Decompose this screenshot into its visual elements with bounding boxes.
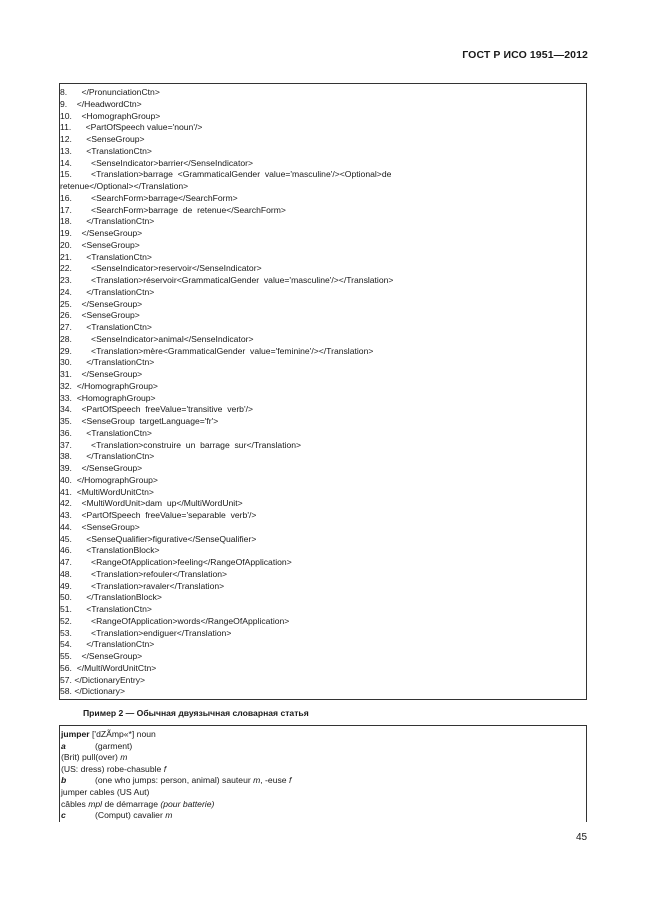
code-line: 55. </SenseGroup> [60,651,143,661]
us-text: (US: dress) robe-chasuble [61,763,164,774]
code-line: 13. <TranslationCtn> [60,145,152,156]
cables-fr: câbles [61,798,89,809]
code-line: 12. <SenseGroup> [60,134,145,144]
cables-gender: mpl [88,798,103,809]
code-line: 20. <SenseGroup> [60,239,140,250]
code-line: 44. <SenseGroup> [60,521,140,532]
cables-note: (pour batterie) [160,798,215,809]
entry-headword-line [61,729,586,741]
cables-translation-line [61,799,586,811]
code-line: 52. <RangeOfApplication>words</RangeOfApplication> [60,615,290,626]
code-line: 8. </PronunciationCtn> [60,87,160,97]
code-line: 17. <SearchForm>barrage de retenue</SearchForm> [60,204,286,215]
code-line: 36. <TranslationCtn> [60,427,152,438]
sense-b-mid: , -euse [260,775,289,786]
code-line: 33. <HomographGroup> [60,392,156,403]
code-line: 45. <SenseQualifier>figurative</SenseQualifier> [60,533,257,544]
brit-gender: m [120,752,128,763]
xml-code-box [59,83,587,700]
sense-b-fem: f [288,775,292,786]
code-line: 56. </MultiWordUnitCtn> [60,662,157,673]
code-line: 34. <PartOfSpeech freeValue='transitive verb'/> [60,404,254,415]
code-line: 26. <SenseGroup> [60,310,140,321]
code-line: 49. <Translation>ravaler</Translation> [60,580,225,591]
code-line: 14. <SenseIndicator>barrier</SenseIndicator> [60,157,253,168]
code-line: 19. </SenseGroup> [60,228,143,238]
standard-header: ГОСТ Р ИСО 1951—2012 [462,49,588,61]
sense-a-text: (garment) [95,740,133,751]
code-line: 23. <Translation>réservoir<GrammaticalGender value='masculine'/></Translation> [60,275,394,285]
code-line: 47. <RangeOfApplication>feeling</RangeOfApplication> [60,557,292,567]
sense-b-text: (one who jumps: person, animal) sauteur [95,775,254,786]
code-line: 15. <Translation>barrage <GrammaticalGender value='masculine'/><Optional>de [60,169,392,180]
code-line: 48. <Translation>refouler</Translation> [60,568,228,579]
sense-c-gender: m [165,810,173,821]
code-line: 25. </SenseGroup> [60,298,143,309]
brit-text: (Brit) pull(over) [61,752,121,763]
code-line: 31. </SenseGroup> [60,369,143,379]
code-line: 24. </TranslationCtn> [60,286,155,297]
dictionary-entry-box [59,725,587,822]
code-line: 58. </Dictionary> [60,686,125,697]
code-line: 32. </HomographGroup> [60,380,158,391]
code-line: 18. </TranslationCtn> [60,216,155,227]
code-line: 46. <TranslationBlock> [60,545,160,556]
brit-line [61,752,586,764]
code-line: 10. <HomographGroup> [60,110,161,121]
code-line: 28. <SenseIndicator>animal</SenseIndicator> [60,333,254,344]
code-line: 41. <MultiWordUnitCtn> [60,486,154,497]
example-caption: Пример 2 — Обычная двуязычная словарная статья [83,708,309,718]
sense-b-label: b [61,775,67,786]
code-line: 21. <TranslationCtn> [60,251,152,262]
sense-a-label: a [61,740,66,751]
cables-fr-rest: de démarrage [102,798,161,809]
code-line: 51. <TranslationCtn> [60,604,152,614]
sense-b-masc: m [253,775,261,786]
code-line: 39. </SenseGroup> [60,463,143,473]
code-line: 50. </TranslationBlock> [60,592,162,603]
code-line: 9. </HeadwordCtn> [60,98,142,109]
code-line: 11. <PartOfSpeech value='noun'/> [60,122,203,133]
sense-a-line [61,741,586,753]
code-line: 27. <TranslationCtn> [60,322,152,332]
cables-line: jumper cables (US Aut) [61,786,150,797]
code-line: 16. <SearchForm>barrage</SearchForm> [60,192,238,203]
code-line: 22. <SenseIndicator>reservoir</SenseIndicator> [60,263,262,274]
code-line: retenue</Optional></Translation> [60,181,189,191]
headword: jumper [61,729,90,739]
code-line: 30. </TranslationCtn> [60,357,155,368]
code-line: 53. <Translation>endiguer</Translation> [60,627,232,638]
code-line: 54. </TranslationCtn> [60,639,155,650]
sense-c-line [61,810,586,822]
code-line: 40. </HomographGroup> [60,474,158,485]
page-number: 45 [576,832,588,843]
code-line: 38. </TranslationCtn> [60,451,155,462]
code-line: 42. <MultiWordUnit>dam up</MultiWordUnit> [60,498,243,509]
pronunciation-pos: ['dZÃmp«*] noun [89,729,156,739]
code-line: 35. <SenseGroup targetLanguage='fr'> [60,416,219,426]
us-gender: f [163,763,167,774]
code-line: 57. </DictionaryEntry> [60,674,146,685]
code-line: 37. <Translation>construire un barrage sur</Translation> [60,439,302,450]
sense-c-label: c [61,810,66,821]
us-line [61,764,586,776]
sense-c-text: (Comput) cavalier [95,810,166,821]
code-line: 43. <PartOfSpeech freeValue='separable verb'/> [60,510,257,520]
sense-b-line [61,775,586,787]
code-line: 29. <Translation>mère<GrammaticalGender value='feminine'/></Translation> [60,345,374,356]
